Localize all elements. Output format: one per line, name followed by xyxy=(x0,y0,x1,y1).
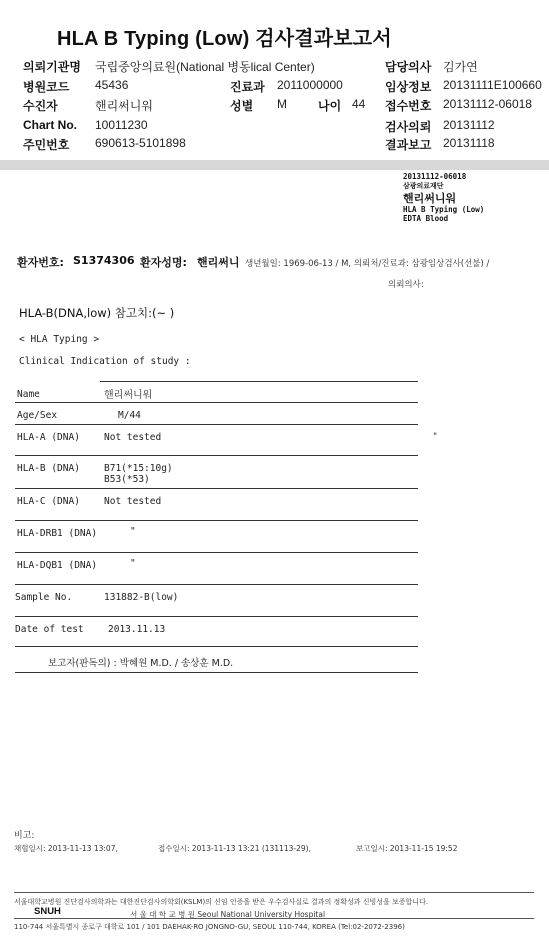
row-value-sample: 131882-B(low) xyxy=(104,592,179,603)
report-time: 보고일시: 2013-11-15 19:52 xyxy=(356,844,458,853)
rule-line xyxy=(15,520,418,521)
row-value-hla-c: Not tested xyxy=(104,496,162,507)
institution-value: 국립중앙의료원(National 병동lical Center) xyxy=(95,60,315,74)
remark-label: 비고: xyxy=(14,831,35,841)
chart-no-label: Chart No. xyxy=(23,118,77,132)
row-label-hla-a: HLA-A (DNA) xyxy=(17,432,80,443)
report-date-value: 20131118 xyxy=(443,136,495,150)
age-value: 44 xyxy=(352,97,366,111)
resident-no-value: 690613-5101898 xyxy=(95,136,186,150)
row-label-sample: Sample No. xyxy=(15,592,73,603)
certification-text: 서울대학교병원 진단검사의학과는 대한진단검사의학회(KSLM)의 신임 인증을 받은 우수검사실로 결과의 정확성과 신빙성을 보증합니다. xyxy=(14,898,429,906)
row-label-hla-b: HLA-B (DNA) xyxy=(17,463,80,474)
page-separator xyxy=(0,160,549,170)
clinical-info-label: 임상정보 xyxy=(385,80,432,94)
accession-value: 20131112-06018 xyxy=(443,97,532,111)
row-value-hla-b-2: B53(*53) xyxy=(104,474,150,485)
hospital-code-label: 병원코드 xyxy=(23,80,70,94)
report-title: HLA B Typing (Low) 검사결과보고서 xyxy=(57,28,392,50)
department-value: 2011000000 xyxy=(277,78,343,92)
row-value-hla-drb1: " xyxy=(130,526,136,537)
rule-line xyxy=(15,424,418,425)
hospital-name: 서 울 대 학 교 병 원 Seoul National University Hospital xyxy=(130,910,326,919)
request-date-label: 검사의뢰 xyxy=(385,120,432,134)
patient-details: 생년월일: 1969-06-13 / M, 의뢰처/진료과: 삼광임상검사(선불) / xyxy=(245,259,490,269)
resident-no-label: 주민번호 xyxy=(23,138,70,152)
margin-mark: " xyxy=(433,432,438,442)
collection-time: 채혈일시: 2013-11-13 13:07, xyxy=(14,844,118,853)
row-value-hla-dqb1: " xyxy=(130,558,136,569)
report-heading: HLA-B(DNA,low) 참고치:(~ ) xyxy=(19,306,175,320)
patient-name-label: 환자성명: xyxy=(140,256,187,269)
row-label-hla-dqb1: HLA-DQB1 (DNA) xyxy=(17,560,98,571)
referring-doctor: 의뢰의사: xyxy=(388,280,424,290)
rule-line xyxy=(100,381,418,382)
row-label-date: Date of test xyxy=(15,624,84,635)
patient-name-value: 핸리써니 xyxy=(197,256,240,269)
department-label: 진료과 xyxy=(230,80,265,94)
doctor-value: 김가연 xyxy=(443,60,478,74)
patient-value: 핸리써니워 xyxy=(95,99,153,113)
stamp-test: HLA B Typing (Low) xyxy=(403,205,485,214)
row-label-name: Name xyxy=(17,389,40,400)
patient-no-label: 환자번호: xyxy=(17,256,64,269)
rule-line xyxy=(15,616,418,617)
stamp-foundation: 삼광의료재단 xyxy=(403,182,444,190)
clinical-indication: Clinical Indication of study : xyxy=(19,356,191,367)
footer-rule xyxy=(14,892,534,893)
row-value-hla-b-1: B71(*15:10g) xyxy=(104,463,173,474)
receive-time: 접수일시: 2013-11-13 13:21 (131113-29), xyxy=(158,844,311,853)
rule-line xyxy=(15,552,418,553)
footer-rule xyxy=(14,918,534,919)
sex-value: M xyxy=(277,97,287,111)
hospital-address: 110-744 서울특별시 종로구 대학로 101 / 101 DAEHAK-RO JONGNO-GU, SEOUL 110-744, KOREA (Tel:02-2072-2396) xyxy=(14,923,405,931)
rule-line xyxy=(15,455,418,456)
report-date-label: 결과보고 xyxy=(385,138,432,152)
institution-label: 의뢰기관명 xyxy=(23,60,81,74)
stamp-accession: 20131112-06018 xyxy=(403,172,467,181)
hospital-code-value: 45436 xyxy=(95,78,129,92)
rule-line xyxy=(15,672,418,673)
snuh-logo: SNUH xyxy=(34,906,61,917)
sex-label: 성별 xyxy=(230,99,254,113)
rule-line xyxy=(15,402,418,403)
age-label: 나이 xyxy=(318,99,342,113)
rule-line xyxy=(15,646,418,647)
row-value-agesex: M/44 xyxy=(118,410,141,421)
row-value-date: 2013.11.13 xyxy=(108,624,166,635)
reporter-line: 보고자(판독의) : 박혜원 M.D. / 송상훈 M.D. xyxy=(48,658,234,669)
rule-line xyxy=(15,584,418,585)
patient-label: 수진자 xyxy=(23,99,58,113)
accession-label: 접수번호 xyxy=(385,99,432,113)
row-label-agesex: Age/Sex xyxy=(17,410,58,421)
patient-no-value: S1374306 xyxy=(73,254,135,267)
stamp-specimen: EDTA Blood xyxy=(403,214,449,223)
row-value-hla-a: Not tested xyxy=(104,432,162,443)
request-date-value: 20131112 xyxy=(443,118,495,132)
stamp-patient: 핸리써니워 xyxy=(403,192,457,205)
row-label-hla-c: HLA-C (DNA) xyxy=(17,496,80,507)
row-label-hla-drb1: HLA-DRB1 (DNA) xyxy=(17,528,98,539)
row-value-name: 핸리써니워 xyxy=(104,390,153,401)
section-title: < HLA Typing > xyxy=(19,334,100,345)
chart-no-value: 10011230 xyxy=(95,118,148,132)
rule-line xyxy=(15,488,418,489)
doctor-label: 담당의사 xyxy=(385,60,432,74)
clinical-info-value: 20131111E100660 xyxy=(443,78,542,92)
